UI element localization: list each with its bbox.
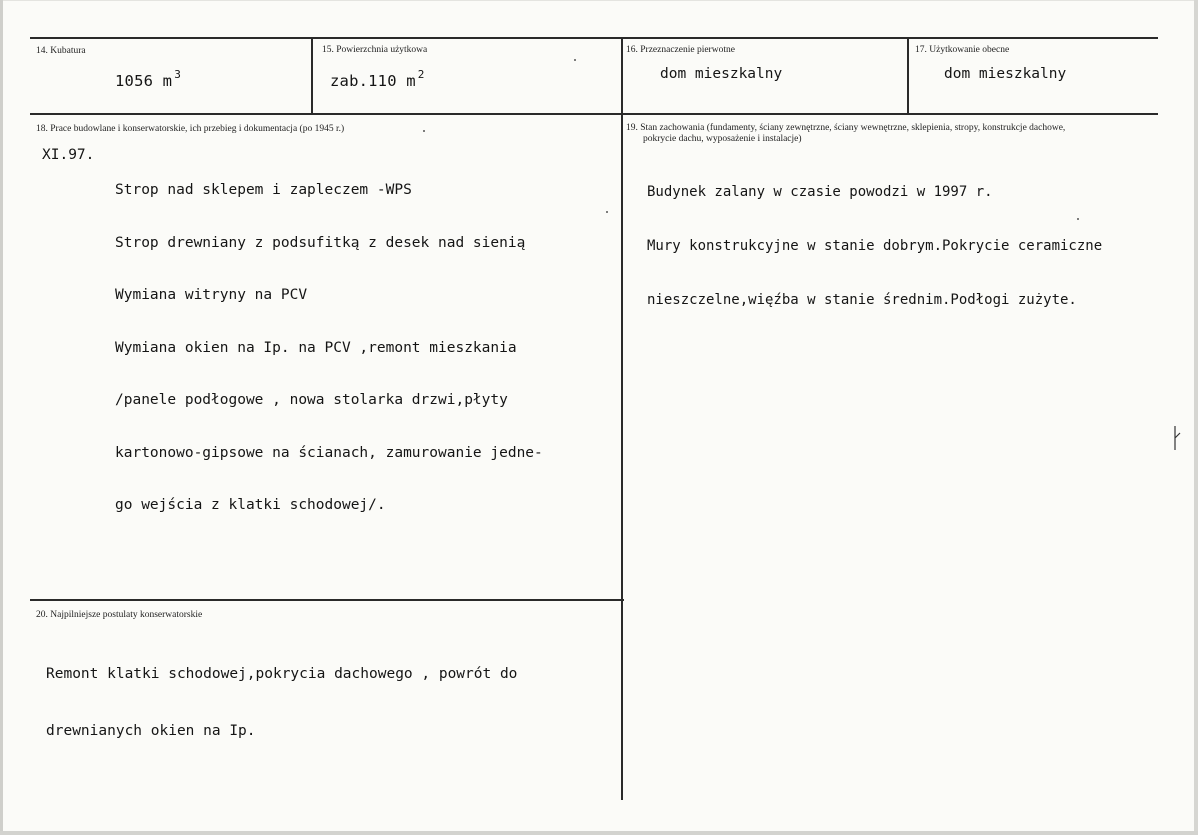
powierzchnia-label: 15. Powierzchnia użytkowa (322, 45, 428, 55)
stan-line: Mury konstrukcyjne w stanie dobrym.Pokrycie ceramiczne (647, 238, 1103, 254)
przeznaczenie-label: 16. Przeznaczenie pierwotne (626, 45, 735, 55)
paper-edge-bottom (0, 831, 1198, 835)
center-divider (621, 37, 623, 800)
paper-edge-left (0, 0, 3, 835)
divider-16-17 (907, 37, 909, 114)
margin-mark-icon (1172, 425, 1182, 451)
paper-edge-right (1194, 0, 1198, 835)
section-20-rule (30, 599, 624, 601)
stan-line: Budynek zalany w czasie powodzi w 1997 r. (647, 184, 993, 200)
kubatura-number: 1056 m (115, 72, 173, 90)
przeznaczenie-value: dom mieszkalny (660, 66, 783, 82)
top-rule (30, 37, 1158, 39)
prace-date: XI.97. (42, 147, 95, 163)
divider-14-15 (311, 37, 313, 114)
postulaty-entries (46, 627, 517, 779)
powierzchnia-value (330, 68, 425, 90)
scan-speck (606, 211, 608, 213)
row-divider-rule (30, 113, 1158, 115)
stan-label-line: 19. Stan zachowania (fundamenty, ściany zewnętrzne, ściany wewnętrzne, sklepienia, stropy, konstrukcje dachowe, (626, 123, 1066, 133)
scan-speck (423, 130, 425, 132)
prace-line: /panele podłogowe , nowa stolarka drzwi,płyty (115, 392, 508, 408)
postulaty-label: 20. Najpilniejsze postulaty konserwatorskie (36, 610, 203, 620)
scan-speck (1077, 218, 1079, 220)
powierzchnia-exponent: 2 (417, 68, 425, 81)
prace-line: Strop drewniany z podsufitką z desek nad sienią (115, 234, 526, 251)
prace-line: kartonowo-gipsowe na ścianach, zamurowanie jedne- (115, 444, 543, 461)
kubatura-label: 14. Kubatura (36, 46, 86, 56)
stan-line: nieszczelne,więźba w stanie średnim.Podłogi zużyte. (647, 292, 1077, 308)
prace-label: 18. Prace budowlane i konserwatorskie, ich przebieg i dokumentacja (po 1945 r.) (36, 124, 345, 134)
kubatura-value (115, 68, 181, 90)
stan-entries (647, 147, 1102, 345)
powierzchnia-number: zab.110 m (330, 72, 416, 90)
prace-line: Strop nad sklepem i zapleczem -WPS (115, 182, 412, 198)
prace-line: Wymiana witryny na PCV (115, 287, 308, 303)
kubatura-exponent: 3 (174, 68, 182, 81)
prace-entries (115, 147, 543, 550)
stan-label-line: pokrycie dachu, wyposażenie i instalacje) (643, 134, 802, 144)
stan-label (626, 123, 1065, 145)
uzytkowanie-label: 17. Użytkowanie obecne (915, 45, 1010, 55)
prace-line: go wejścia z klatki schodowej/. (115, 497, 386, 513)
postulaty-line: Remont klatki schodowej,pokrycia dachowego , powrót do (46, 666, 518, 682)
uzytkowanie-value: dom mieszkalny (944, 66, 1067, 82)
prace-line: Wymiana okien na Ip. na PCV ,remont mieszkania (115, 339, 517, 356)
postulaty-line: drewnianych okien na Ip. (46, 723, 256, 739)
scan-speck (574, 59, 576, 61)
